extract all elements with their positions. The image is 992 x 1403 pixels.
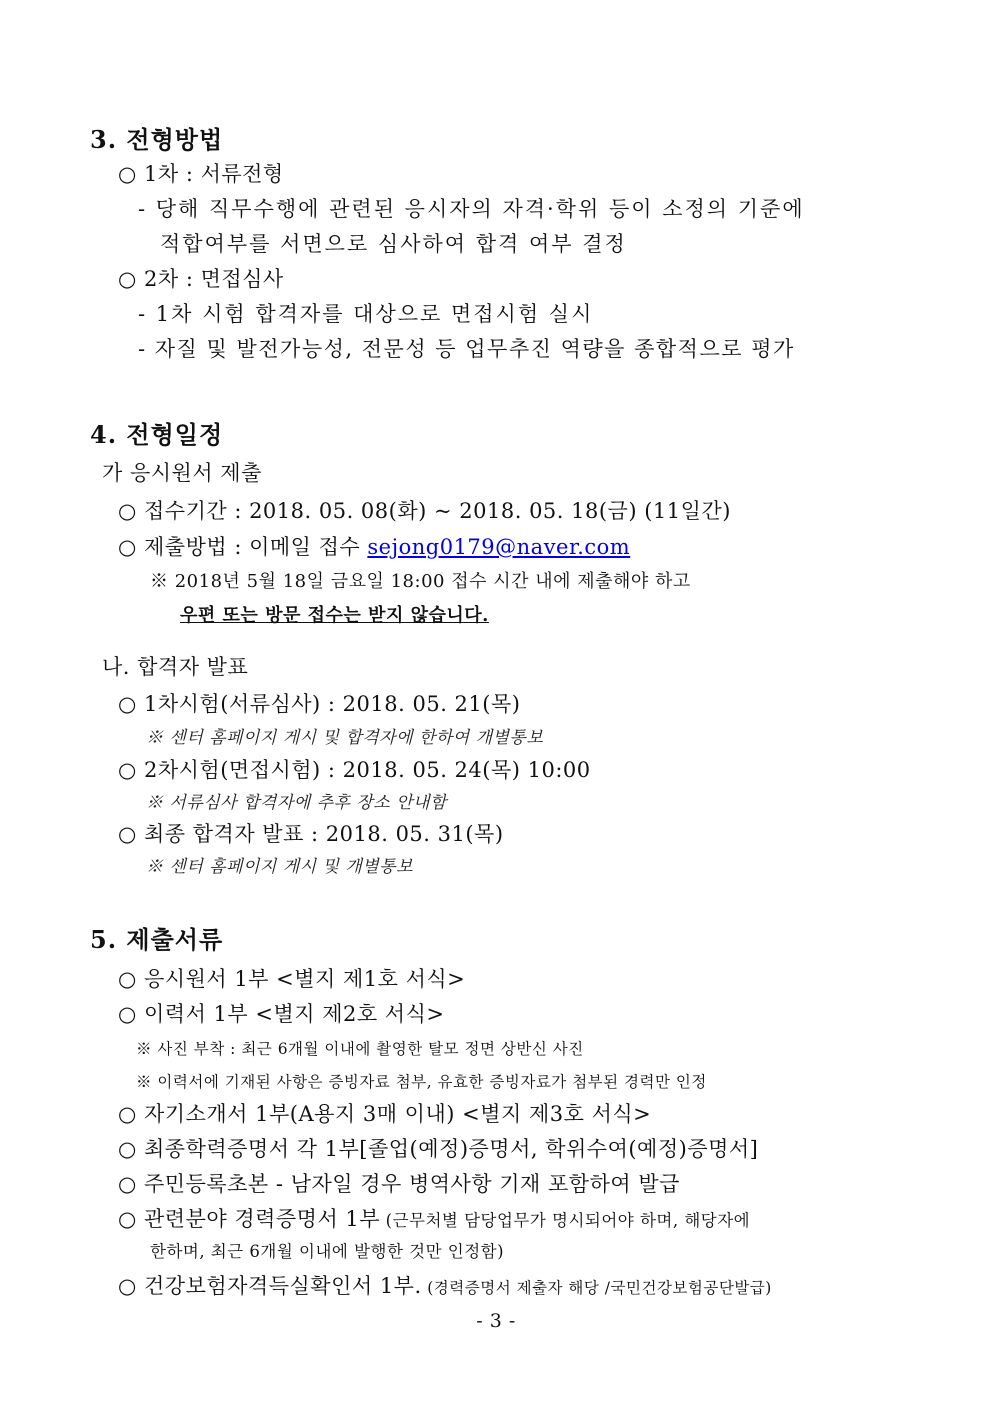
stage-2-desc-line2: - 자질 및 발전가능성, 전문성 등 업무추진 역량을 종합적으로 평가	[138, 337, 795, 361]
career-evidence-note: ※ 이력서에 기재된 사항은 증빙자료 첨부, 유효한 증빙자료가 첨부된 경력만 인정	[136, 1073, 707, 1091]
document-item-3: ○ 자기소개서 1부(A용지 3매 이내) <별지 제3호 서식>	[118, 1102, 652, 1126]
stage-2-desc-line1: - 1차 시험 합격자를 대상으로 면접시험 실시	[138, 302, 594, 326]
document-item-6-main: ○ 관련분야 경력증명서 1부	[118, 1207, 381, 1231]
document-item-7	[118, 1270, 772, 1300]
document-item-6-continued: 한하며, 최근 6개월 이내에 발행한 것만 인정함)	[150, 1242, 505, 1261]
email-link[interactable]: sejong0179@naver.com	[367, 535, 631, 559]
photo-note: ※ 사진 부착 : 최근 6개월 이내에 촬영한 탈모 정면 상반신 사진	[136, 1040, 584, 1058]
submission-method-label: ○ 제출방법 : 이메일 접수	[118, 535, 361, 559]
subsection-b-title: 나. 합격자 발표	[102, 655, 249, 679]
document-item-6-detail: (근무처별 담당업무가 명시되어야 하며, 해당자에	[385, 1211, 751, 1230]
document-item-2: ○ 이력서 1부 <별지 제2호 서식>	[118, 1002, 445, 1026]
second-exam-date: ○ 2차시험(면접시험) : 2018. 05. 24(목) 10:00	[118, 758, 591, 782]
final-result-date: ○ 최종 합격자 발표 : 2018. 05. 31(목)	[118, 822, 504, 846]
document-item-7-detail: (경력증명서 제출자 해당 /국민건강보험공단발급)	[427, 1279, 772, 1297]
document-item-5: ○ 주민등록초본 - 남자일 경우 병역사항 기재 포함하여 발급	[118, 1172, 680, 1196]
stage-2-item: ○ 2차 : 면접심사	[118, 267, 284, 291]
stage-1-desc-line2: 적합여부를 서면으로 심사하여 합격 여부 결정	[160, 232, 627, 256]
reception-period: ○ 접수기간 : 2018. 05. 08(화) ~ 2018. 05. 18(금) (11일간)	[118, 499, 731, 523]
section-4-title: 4. 전형일정	[90, 420, 224, 449]
document-item-7-main: ○ 건강보험자격득실확인서 1부.	[118, 1274, 422, 1298]
document-item-1: ○ 응시원서 1부 <별지 제1호 서식>	[118, 967, 466, 991]
section-5-title: 5. 제출서류	[90, 925, 224, 954]
first-exam-date: ○ 1차시험(서류심사) : 2018. 05. 21(목)	[118, 692, 521, 716]
submission-method	[118, 531, 630, 561]
page-number: - 3 -	[476, 1310, 516, 1332]
section-3-title: 3. 전형방법	[90, 125, 224, 154]
document-item-6	[118, 1203, 750, 1233]
stage-1-item: ○ 1차 : 서류전형	[118, 162, 284, 186]
second-exam-note: ※ 서류심사 합격자에 추후 장소 안내함	[146, 793, 447, 813]
first-exam-note: ※ 센터 홈페이지 게시 및 합격자에 한하여 개별통보	[146, 728, 544, 748]
stage-1-desc-line1: - 당해 직무수행에 관련된 응시자의 자격·학위 등이 소정의 기준에	[138, 197, 805, 221]
no-mail-notice: 우편 또는 방문 접수는 받지 않습니다.	[180, 605, 489, 626]
deadline-note: ※ 2018년 5월 18일 금요일 18:00 접수 시간 내에 제출해야 하고	[150, 571, 691, 592]
final-result-note: ※ 센터 홈페이지 게시 및 개별통보	[146, 857, 414, 877]
subsection-a-title: 가 응시원서 제출	[102, 461, 262, 485]
document-item-4: ○ 최종학력증명서 각 1부[졸업(예정)증명서, 학위수여(예정)증명서]	[118, 1137, 759, 1161]
